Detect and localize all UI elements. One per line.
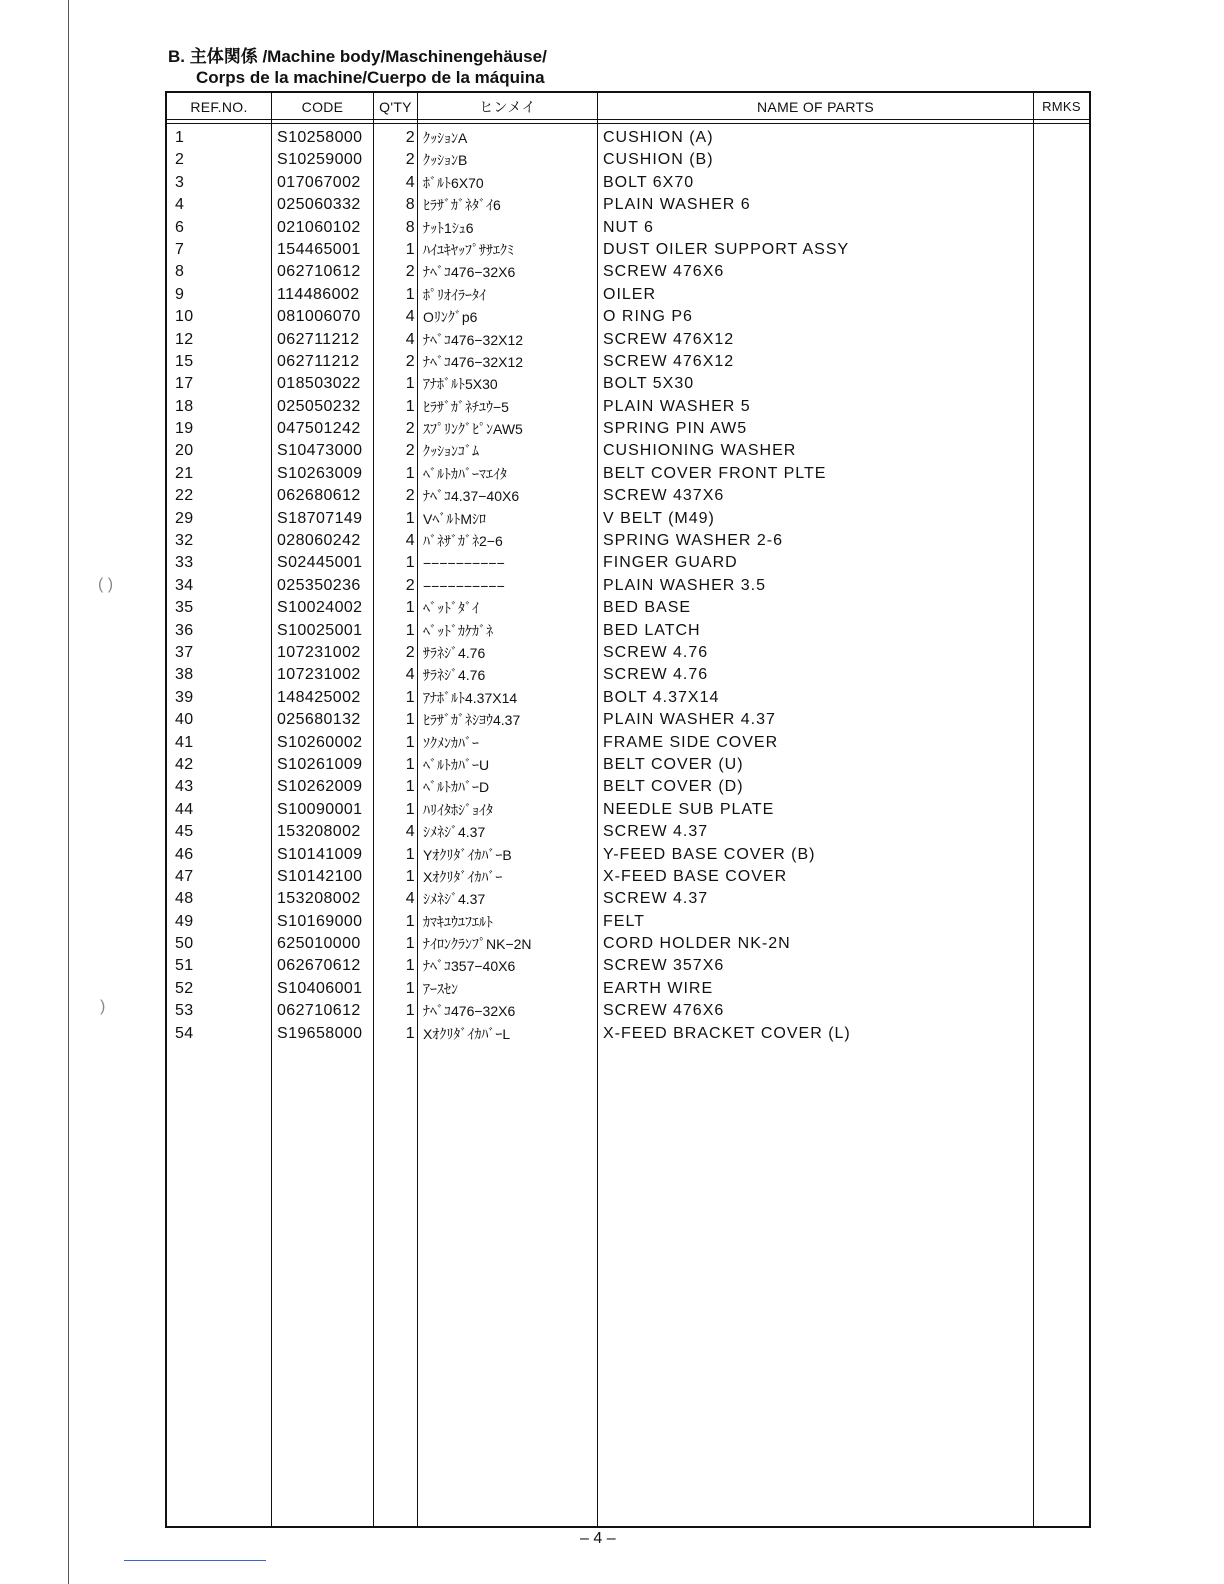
qty-cell: 1 <box>405 845 415 863</box>
part-name-cell: FINGER GUARD <box>603 554 738 572</box>
binding-edge-line <box>68 0 69 1584</box>
qty-cell: 1 <box>405 599 415 617</box>
table-row <box>167 194 1089 216</box>
qty-cell: 2 <box>405 151 415 169</box>
header-name-of-parts: NAME OF PARTS <box>757 99 874 115</box>
ref-cell: 53 <box>175 1002 194 1020</box>
qty-cell: 1 <box>405 912 415 930</box>
ref-cell: 20 <box>175 442 194 460</box>
code-cell: S18707149 <box>277 509 363 527</box>
qty-cell: 2 <box>405 643 415 661</box>
table-row <box>167 396 1089 418</box>
kana-name-cell: ﾅﾍﾞｺ357−40X6 <box>423 958 516 975</box>
part-name-cell: CORD HOLDER NK-2N <box>603 935 791 953</box>
part-name-cell: SCREW 437X6 <box>603 487 725 505</box>
ref-cell: 22 <box>175 487 194 505</box>
part-name-cell: SCREW 4.37 <box>603 890 709 908</box>
qty-cell: 2 <box>405 352 415 370</box>
table-row <box>167 776 1089 798</box>
code-cell: S10142100 <box>277 867 363 885</box>
qty-cell: 1 <box>405 979 415 997</box>
kana-name-cell: Xｵｸﾘﾀﾞｲｶﾊﾞｰ <box>423 868 503 885</box>
code-cell: S10141009 <box>277 845 363 863</box>
code-cell: S19658000 <box>277 1024 363 1042</box>
table-row <box>167 978 1089 1000</box>
kana-name-cell: ﾅﾍﾞｺ476−32X6 <box>423 264 516 281</box>
table-row <box>167 127 1089 149</box>
table-row <box>167 1023 1089 1045</box>
ref-cell: 9 <box>175 285 185 303</box>
table-row <box>167 373 1089 395</box>
code-cell: S10262009 <box>277 778 363 796</box>
table-row <box>167 530 1089 552</box>
qty-cell: 1 <box>405 1024 415 1042</box>
code-cell: 062710612 <box>277 1002 361 1020</box>
code-cell: 154465001 <box>277 240 361 258</box>
header-divider <box>167 119 1089 124</box>
table-row <box>167 284 1089 306</box>
ref-cell: 10 <box>175 308 194 326</box>
kana-name-cell: VﾍﾞﾙﾄMｼﾛ <box>423 510 486 527</box>
kana-name-cell: ﾅﾍﾞｺ4.37−40X6 <box>423 488 520 505</box>
part-name-cell: SCREW 476X6 <box>603 263 725 281</box>
code-cell: S10263009 <box>277 464 363 482</box>
qty-cell: 1 <box>405 711 415 729</box>
punch-hole-mark-lower: ) <box>100 998 106 1015</box>
header-remarks: RMKS <box>1042 99 1081 114</box>
kana-name-cell: ﾎﾟﾘｵｲﾗｰﾀｲ <box>423 286 486 303</box>
table-row <box>167 217 1089 239</box>
ref-cell: 15 <box>175 352 194 370</box>
kana-name-cell: ｱﾅﾎﾞﾙﾄ5X30 <box>423 376 498 393</box>
ref-cell: 33 <box>175 554 194 572</box>
header-code: CODE <box>301 99 344 115</box>
kana-name-cell: ﾍﾞｯﾄﾞｶｹｶﾞﾈ <box>423 622 493 639</box>
code-cell: 062670612 <box>277 957 361 975</box>
kana-name-cell: ﾍﾞﾙﾄｶﾊﾞｰﾏｴｲﾀ <box>423 465 507 482</box>
section-title-line2: Corps de la machine/Cuerpo de la máquina <box>196 68 545 87</box>
kana-name-cell: ﾋﾗｻﾞｶﾞﾈﾀﾞｲ6 <box>423 197 501 214</box>
part-name-cell: NUT 6 <box>603 218 654 236</box>
part-name-cell: PLAIN WASHER 4.37 <box>603 711 776 729</box>
qty-cell: 2 <box>405 263 415 281</box>
code-cell: S10261009 <box>277 755 363 773</box>
kana-name-cell: ｻﾗﾈｼﾞ4.76 <box>423 644 486 661</box>
kana-name-cell: ﾅｲﾛﾝｸﾗﾝﾌﾟNK−2N <box>423 936 532 953</box>
part-name-cell: SPRING PIN AW5 <box>603 420 748 438</box>
qty-cell: 4 <box>405 308 415 326</box>
part-name-cell: SCREW 476X6 <box>603 1002 725 1020</box>
code-cell: 153208002 <box>277 890 361 908</box>
qty-cell: 1 <box>405 397 415 415</box>
kana-name-cell: ﾍﾞｯﾄﾞﾀﾞｲ <box>423 600 479 617</box>
table-row <box>167 597 1089 619</box>
code-cell: 081006070 <box>277 308 361 326</box>
table-row <box>167 440 1089 462</box>
part-name-cell: PLAIN WASHER 6 <box>603 196 751 214</box>
part-name-cell: FRAME SIDE COVER <box>603 733 779 751</box>
ref-cell: 2 <box>175 151 185 169</box>
part-name-cell: CUSHIONING WASHER <box>603 442 797 460</box>
ref-cell: 40 <box>175 711 194 729</box>
ref-cell: 4 <box>175 196 185 214</box>
section-title <box>168 46 547 88</box>
ref-cell: 52 <box>175 979 194 997</box>
code-cell: 025050232 <box>277 397 361 415</box>
qty-cell: 2 <box>405 129 415 146</box>
qty-cell: 1 <box>405 755 415 773</box>
ref-cell: 12 <box>175 330 194 348</box>
part-name-cell: BELT COVER (U) <box>603 755 744 773</box>
part-name-cell: CUSHION (B) <box>603 151 714 169</box>
qty-cell: 4 <box>405 330 415 348</box>
ref-cell: 39 <box>175 688 194 706</box>
part-name-cell: BOLT 6X70 <box>603 173 695 191</box>
ref-cell: 29 <box>175 509 194 527</box>
part-name-cell: NEEDLE SUB PLATE <box>603 800 775 818</box>
kana-name-cell: ｸｯｼｮﾝｺﾞﾑ <box>423 443 479 460</box>
qty-cell: 1 <box>405 240 415 258</box>
code-cell: S10259000 <box>277 151 363 169</box>
qty-cell: 1 <box>405 733 415 751</box>
ref-cell: 46 <box>175 845 194 863</box>
table-row <box>167 463 1089 485</box>
kana-name-cell: ﾎﾞﾙﾄ6X70 <box>423 174 484 191</box>
qty-cell: 1 <box>405 935 415 953</box>
table-row <box>167 933 1089 955</box>
ref-cell: 51 <box>175 957 194 975</box>
ref-cell: 17 <box>175 375 194 393</box>
code-cell: 025060332 <box>277 196 361 214</box>
qty-cell: 1 <box>405 778 415 796</box>
qty-cell: 2 <box>405 487 415 505</box>
qty-cell: 1 <box>405 867 415 885</box>
code-cell: 062710612 <box>277 263 361 281</box>
table-row <box>167 575 1089 597</box>
part-name-cell: CUSHION (A) <box>603 129 714 146</box>
kana-name-cell: −−−−−−−−−− <box>423 577 505 594</box>
ref-cell: 43 <box>175 778 194 796</box>
part-name-cell: EARTH WIRE <box>603 979 714 997</box>
table-row <box>167 351 1089 373</box>
part-name-cell: BOLT 5X30 <box>603 375 695 393</box>
qty-cell: 4 <box>405 666 415 684</box>
table-row <box>167 418 1089 440</box>
part-name-cell: PLAIN WASHER 3.5 <box>603 576 767 594</box>
table-row <box>167 844 1089 866</box>
qty-cell: 8 <box>405 196 415 214</box>
part-name-cell: BELT COVER FRONT PLTE <box>603 464 827 482</box>
code-cell: 047501242 <box>277 420 361 438</box>
qty-cell: 2 <box>405 420 415 438</box>
code-cell: 062680612 <box>277 487 361 505</box>
code-cell: 025350236 <box>277 576 361 594</box>
kana-name-cell: ﾍﾞﾙﾄｶﾊﾞｰU <box>423 756 490 773</box>
qty-cell: 1 <box>405 957 415 975</box>
qty-cell: 2 <box>405 576 415 594</box>
table-row <box>167 1000 1089 1022</box>
code-cell: S10473000 <box>277 442 363 460</box>
kana-name-cell: ﾅﾍﾞｺ476−32X12 <box>423 331 524 348</box>
kana-name-cell: ﾅﾍﾞｺ476−32X12 <box>423 353 524 370</box>
kana-name-cell: ﾅﾍﾞｺ476−32X6 <box>423 1003 516 1020</box>
table-row <box>167 709 1089 731</box>
kana-name-cell: ﾊｲﾕｷﾔｯﾌﾟｻｻｴｸﾐ <box>423 241 514 258</box>
ref-cell: 38 <box>175 666 194 684</box>
kana-name-cell: ｿｸﾒﾝｶﾊﾞｰ <box>423 734 479 751</box>
part-name-cell: X-FEED BASE COVER <box>603 867 788 885</box>
ref-cell: 1 <box>175 129 185 146</box>
code-cell: S10024002 <box>277 599 363 617</box>
ref-cell: 7 <box>175 240 185 258</box>
qty-cell: 1 <box>405 375 415 393</box>
code-cell: 062711212 <box>277 330 360 348</box>
table-row <box>167 508 1089 530</box>
ref-cell: 50 <box>175 935 194 953</box>
code-cell: 017067002 <box>277 173 361 191</box>
part-name-cell: SCREW 4.37 <box>603 823 709 841</box>
ref-cell: 54 <box>175 1024 194 1042</box>
section-title-line1: B. 主体関係 /Machine body/Maschinengehäuse/ <box>168 47 547 66</box>
table-row <box>167 732 1089 754</box>
kana-name-cell: YｵｸﾘﾀﾞｲｶﾊﾞｰB <box>423 846 512 863</box>
code-cell: 021060102 <box>277 218 361 236</box>
code-cell: 018503022 <box>277 375 361 393</box>
kana-name-cell: ｱﾅﾎﾞﾙﾄ4.37X14 <box>423 689 518 706</box>
ref-cell: 48 <box>175 890 194 908</box>
table-row <box>167 149 1089 171</box>
qty-cell: 1 <box>405 800 415 818</box>
table-row <box>167 552 1089 574</box>
part-name-cell: BED BASE <box>603 599 692 617</box>
qty-cell: 4 <box>405 823 415 841</box>
kana-name-cell: ｼﾒﾈｼﾞ4.37 <box>423 891 486 908</box>
table-row <box>167 239 1089 261</box>
ref-cell: 42 <box>175 755 194 773</box>
code-cell: 025680132 <box>277 711 361 729</box>
part-name-cell: BELT COVER (D) <box>603 778 744 796</box>
ref-cell: 49 <box>175 912 194 930</box>
ref-cell: 18 <box>175 397 194 415</box>
kana-name-cell: ｽﾌﾟﾘﾝｸﾞﾋﾟﾝAW5 <box>423 421 523 438</box>
qty-cell: 1 <box>405 554 415 572</box>
table-row <box>167 261 1089 283</box>
qty-cell: 4 <box>405 173 415 191</box>
code-cell: 107231002 <box>277 666 361 684</box>
ref-cell: 3 <box>175 173 185 191</box>
code-cell: 114486002 <box>277 285 360 303</box>
kana-name-cell: ｻﾗﾈｼﾞ4.76 <box>423 667 486 684</box>
ref-cell: 47 <box>175 867 194 885</box>
part-name-cell: SCREW 4.76 <box>603 643 709 661</box>
ref-cell: 21 <box>175 464 194 482</box>
table-row <box>167 172 1089 194</box>
part-name-cell: BED LATCH <box>603 621 701 639</box>
ref-cell: 8 <box>175 263 185 281</box>
part-name-cell: Y-FEED BASE COVER (B) <box>603 845 816 863</box>
kana-name-cell: ﾍﾞﾙﾄｶﾊﾞｰD <box>423 779 490 796</box>
code-cell: 028060242 <box>277 532 361 550</box>
part-name-cell: FELT <box>603 912 645 930</box>
ref-cell: 45 <box>175 823 194 841</box>
kana-name-cell: ｼﾒﾈｼﾞ4.37 <box>423 824 486 841</box>
qty-cell: 4 <box>405 532 415 550</box>
qty-cell: 1 <box>405 1002 415 1020</box>
ref-cell: 35 <box>175 599 194 617</box>
part-name-cell: DUST OILER SUPPORT ASSY <box>603 240 850 258</box>
header-ref-no: REF.NO. <box>190 99 248 115</box>
code-cell: S10169000 <box>277 912 363 930</box>
ref-cell: 19 <box>175 420 194 438</box>
table-row <box>167 485 1089 507</box>
ref-cell: 37 <box>175 643 194 661</box>
code-cell: S10258000 <box>277 129 363 146</box>
table-row <box>167 664 1089 686</box>
part-name-cell: SPRING WASHER 2-6 <box>603 532 783 550</box>
ref-cell: 6 <box>175 218 185 236</box>
kana-name-cell: Oﾘﾝｸﾞp6 <box>423 309 478 326</box>
kana-name-cell: ﾋﾗｻﾞｶﾞﾈﾁﾕｳ−5 <box>423 398 509 415</box>
part-name-cell: SCREW 476X12 <box>603 352 735 370</box>
qty-cell: 4 <box>405 890 415 908</box>
ref-cell: 34 <box>175 576 194 594</box>
part-name-cell: SCREW 357X6 <box>603 957 725 975</box>
table-row <box>167 799 1089 821</box>
qty-cell: 1 <box>405 688 415 706</box>
code-cell: S10025001 <box>277 621 363 639</box>
kana-name-cell: XｵｸﾘﾀﾞｲｶﾊﾞｰL <box>423 1025 511 1042</box>
kana-name-cell: ｸｯｼｮﾝA <box>423 130 468 146</box>
table-row <box>167 754 1089 776</box>
part-name-cell: OILER <box>603 285 657 303</box>
ref-cell: 32 <box>175 532 194 550</box>
part-name-cell: BOLT 4.37X14 <box>603 688 720 706</box>
table-row <box>167 911 1089 933</box>
parts-rows <box>167 127 1089 1045</box>
qty-cell: 1 <box>405 621 415 639</box>
kana-name-cell: ﾊﾘｲﾀﾎｼﾞｮｲﾀ <box>423 801 493 818</box>
code-cell: 625010000 <box>277 935 361 953</box>
code-cell: S10406001 <box>277 979 363 997</box>
part-name-cell: SCREW 476X12 <box>603 330 735 348</box>
ref-cell: 44 <box>175 800 194 818</box>
table-row <box>167 888 1089 910</box>
code-cell: S02445001 <box>277 554 363 572</box>
qty-cell: 1 <box>405 285 415 303</box>
kana-name-cell: ﾊﾞﾈｻﾞｶﾞﾈ2−6 <box>423 533 503 550</box>
parts-table <box>165 91 1091 1528</box>
table-row <box>167 642 1089 664</box>
kana-name-cell: ｱｰｽｾﾝ <box>423 980 458 997</box>
ref-cell: 41 <box>175 733 194 751</box>
qty-cell: 1 <box>405 464 415 482</box>
footer-rule <box>124 1560 266 1561</box>
qty-cell: 2 <box>405 442 415 460</box>
kana-name-cell: ｸｯｼｮﾝB <box>423 152 468 169</box>
code-cell: S10260002 <box>277 733 363 751</box>
code-cell: 107231002 <box>277 643 361 661</box>
part-name-cell: O RING P6 <box>603 308 693 326</box>
kana-name-cell: −−−−−−−−−− <box>423 555 505 572</box>
kana-name-cell: ｶﾏｷﾕｳﾕﾌｴﾙﾄ <box>423 913 493 930</box>
part-name-cell: V BELT (M49) <box>603 509 715 527</box>
code-cell: 153208002 <box>277 823 361 841</box>
qty-cell: 8 <box>405 218 415 236</box>
kana-name-cell: ﾋﾗｻﾞｶﾞﾈｼﾖｳ4.37 <box>423 712 521 729</box>
table-row <box>167 955 1089 977</box>
part-name-cell: SCREW 4.76 <box>603 666 709 684</box>
table-row <box>167 306 1089 328</box>
header-kana-name: ヒンメイ <box>479 99 536 115</box>
table-row <box>167 329 1089 351</box>
punch-hole-mark-upper: ( ) <box>98 576 114 593</box>
header-qty: Q'TY <box>379 99 412 115</box>
part-name-cell: PLAIN WASHER 5 <box>603 397 751 415</box>
code-cell: 148425002 <box>277 688 361 706</box>
table-row <box>167 821 1089 843</box>
page-number: – 4 – <box>580 1530 616 1547</box>
part-name-cell: X-FEED BRACKET COVER (L) <box>603 1024 851 1042</box>
code-cell: S10090001 <box>277 800 363 818</box>
ref-cell: 36 <box>175 621 194 639</box>
code-cell: 062711212 <box>277 352 360 370</box>
qty-cell: 1 <box>405 509 415 527</box>
kana-name-cell: ﾅｯﾄ1ｼｭ6 <box>423 219 474 236</box>
table-row <box>167 687 1089 709</box>
table-row <box>167 620 1089 642</box>
table-row <box>167 866 1089 888</box>
